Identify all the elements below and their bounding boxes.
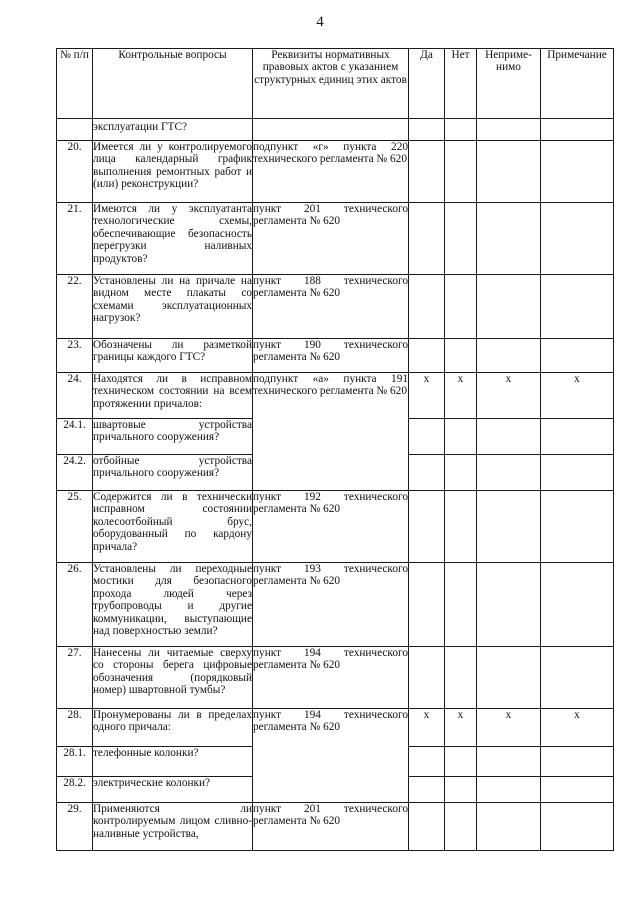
row-no: x: [445, 373, 477, 419]
row-number: 28.2.: [57, 777, 93, 803]
row-not-applicable: x: [477, 373, 541, 419]
table-row: [57, 647, 614, 709]
row-note: [541, 491, 614, 563]
row-not-applicable: [477, 203, 541, 275]
row-number: [57, 119, 93, 141]
table-row: [57, 709, 614, 747]
row-yes: x: [409, 709, 445, 747]
row-not-applicable: [477, 119, 541, 141]
row-reference: подпункт «г» пункта 220 технического регламента № 620: [253, 141, 409, 203]
table-row: [57, 203, 614, 275]
row-note: [541, 455, 614, 491]
table-row: [57, 119, 614, 141]
header-note: Примечание: [541, 49, 614, 119]
row-question: эксплуатации ГТС?: [93, 119, 253, 141]
header-not-applicable: Неприме-нимо: [477, 49, 541, 119]
header-requisites: Реквизиты нормативных правовых актов с указанием структурных единиц этих актов: [253, 49, 409, 119]
row-not-applicable: [477, 491, 541, 563]
row-reference: пункт 194 технического регламента № 620: [253, 647, 409, 709]
row-note: [541, 647, 614, 709]
row-number: 28.1.: [57, 747, 93, 777]
row-question: Установлены ли переходные мостики для безопасного прохода людей через трубопроводы и другие коммуникации, выступающие над поверхностью земли?: [93, 563, 253, 647]
row-yes: [409, 777, 445, 803]
table-row: [57, 563, 614, 647]
row-reference: пункт 194 технического регламента № 620: [253, 709, 409, 803]
row-reference: пункт 201 технического регламента № 620: [253, 803, 409, 851]
row-note: [541, 339, 614, 373]
row-no: [445, 203, 477, 275]
row-not-applicable: [477, 339, 541, 373]
row-not-applicable: [477, 747, 541, 777]
row-no: [445, 419, 477, 455]
row-reference: [253, 119, 409, 141]
row-no: [445, 803, 477, 851]
row-note: [541, 419, 614, 455]
row-number: 24.: [57, 373, 93, 419]
row-not-applicable: [477, 275, 541, 339]
page-number: 4: [316, 14, 324, 30]
row-note: [541, 141, 614, 203]
row-yes: [409, 563, 445, 647]
row-question: Имеется ли у контролируемого лица календарный график выполнения ремонтных работ и (или) реконструкции?: [93, 141, 253, 203]
row-yes: [409, 647, 445, 709]
row-not-applicable: [477, 803, 541, 851]
row-number: 24.2.: [57, 455, 93, 491]
row-question: Имеются ли у эксплуатанта технологические схемы, обеспечивающие безопасность перегрузки наливных продуктов?: [93, 203, 253, 275]
table-row: [57, 491, 614, 563]
row-number: 28.: [57, 709, 93, 747]
row-yes: x: [409, 373, 445, 419]
row-question: швартовые устройства причального сооружения?: [93, 419, 253, 455]
table-row: [57, 803, 614, 851]
row-not-applicable: x: [477, 709, 541, 747]
row-no: [445, 119, 477, 141]
row-note: [541, 563, 614, 647]
row-number: 22.: [57, 275, 93, 339]
row-number: 21.: [57, 203, 93, 275]
row-yes: [409, 491, 445, 563]
row-yes: [409, 455, 445, 491]
row-yes: [409, 803, 445, 851]
row-note: [541, 119, 614, 141]
row-reference: пункт 201 технического регламента № 620: [253, 203, 409, 275]
row-no: [445, 491, 477, 563]
table-row: [57, 275, 614, 339]
row-reference: пункт 190 технического регламента № 620: [253, 339, 409, 373]
row-yes: [409, 339, 445, 373]
header-question: Контрольные вопросы: [93, 49, 253, 119]
row-not-applicable: [477, 419, 541, 455]
row-reference: пункт 188 технического регламента № 620: [253, 275, 409, 339]
row-note: x: [541, 709, 614, 747]
row-question: Обозначены ли разметкой границы каждого ГТС?: [93, 339, 253, 373]
row-question: Нанесены ли читаемые сверху со стороны берега цифровые обозначения (порядковый номер) швартовной тумбы?: [93, 647, 253, 709]
row-number: 24.1.: [57, 419, 93, 455]
header-no: Нет: [445, 49, 477, 119]
row-number: 23.: [57, 339, 93, 373]
row-not-applicable: [477, 563, 541, 647]
row-no: [445, 141, 477, 203]
row-no: [445, 455, 477, 491]
header-yes: Да: [409, 49, 445, 119]
row-yes: [409, 141, 445, 203]
row-number: 26.: [57, 563, 93, 647]
row-no: [445, 339, 477, 373]
table-row: [57, 339, 614, 373]
row-not-applicable: [477, 455, 541, 491]
header-num: № п/п: [57, 49, 93, 119]
table-row: [57, 373, 614, 419]
row-no: x: [445, 709, 477, 747]
row-no: [445, 563, 477, 647]
row-question: отбойные устройства причального сооружения?: [93, 455, 253, 491]
row-note: [541, 747, 614, 777]
row-no: [445, 275, 477, 339]
row-note: [541, 803, 614, 851]
row-number: 20.: [57, 141, 93, 203]
row-reference: пункт 192 технического регламента № 620: [253, 491, 409, 563]
row-not-applicable: [477, 777, 541, 803]
row-yes: [409, 275, 445, 339]
row-question: Пронумерованы ли в пределах одного причала:: [93, 709, 253, 747]
table-row: [57, 141, 614, 203]
row-no: [445, 777, 477, 803]
row-not-applicable: [477, 141, 541, 203]
row-question: Применяются ли контролируемым лицом сливно-наливные устройства,: [93, 803, 253, 851]
row-reference: подпункт «а» пункта 191 технического регламента № 620: [253, 373, 409, 491]
row-no: [445, 747, 477, 777]
row-note: [541, 275, 614, 339]
row-yes: [409, 419, 445, 455]
row-note: [541, 777, 614, 803]
row-question: Установлены ли на причале на видном месте плакаты со схемами эксплуатационных нагрузок?: [93, 275, 253, 339]
row-question: Находятся ли в исправном техническом состоянии на всем протяжении причалов:: [93, 373, 253, 419]
row-number: 25.: [57, 491, 93, 563]
row-reference: пункт 193 технического регламента № 620: [253, 563, 409, 647]
row-not-applicable: [477, 647, 541, 709]
row-question: электрические колонки?: [93, 777, 253, 803]
row-yes: [409, 119, 445, 141]
checklist-table: [56, 48, 614, 851]
row-yes: [409, 203, 445, 275]
header-row: [57, 49, 614, 119]
row-no: [445, 647, 477, 709]
row-question: Содержится ли в технически исправном состоянии колесоотбойный брус, оборудованный по кардону причала?: [93, 491, 253, 563]
row-number: 27.: [57, 647, 93, 709]
row-note: x: [541, 373, 614, 419]
row-yes: [409, 747, 445, 777]
row-note: [541, 203, 614, 275]
row-number: 29.: [57, 803, 93, 851]
row-question: телефонные колонки?: [93, 747, 253, 777]
